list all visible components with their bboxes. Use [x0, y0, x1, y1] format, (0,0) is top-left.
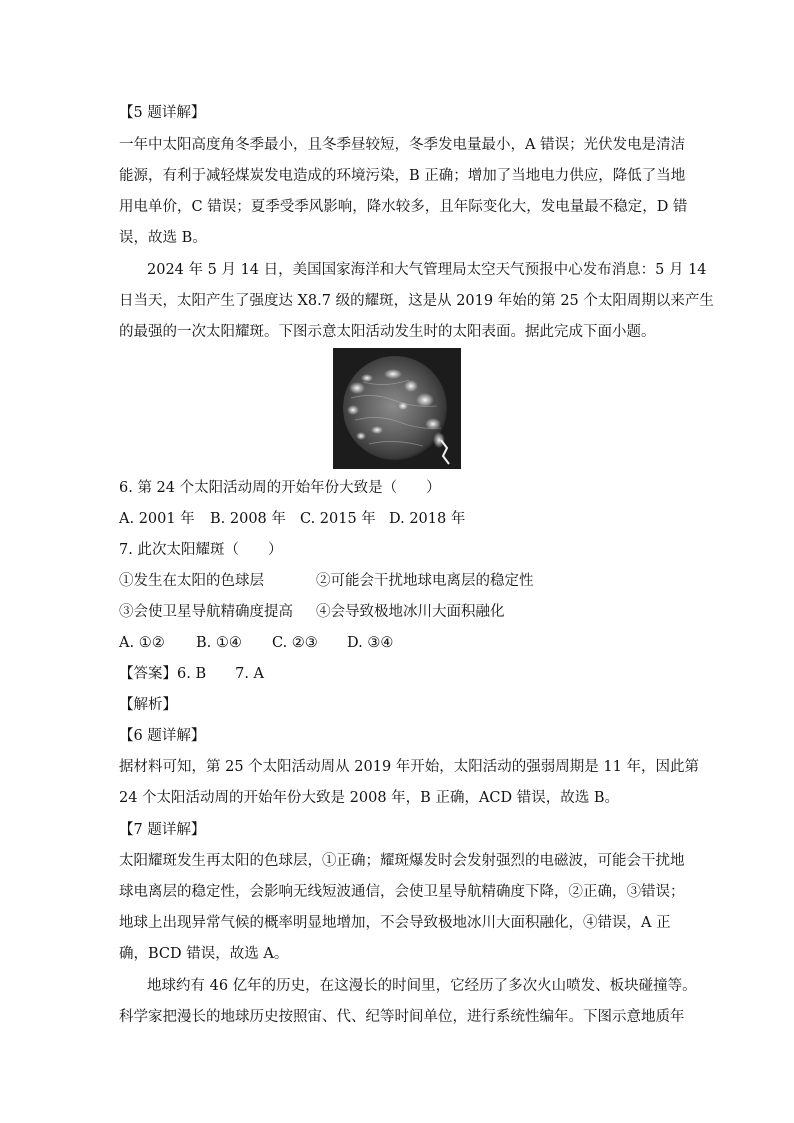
- sun-surface-image: [333, 348, 461, 469]
- body-line: 地球约有 46 亿年的历史，在这漫长的时间里，它经历了多次火山喷发、板块碰撞等。: [147, 978, 697, 994]
- body-line: 日当天，太阳产生了强度达 X8.7 级的耀斑，这是从 2019 年始的第 25 个太阳周期以来产生: [119, 293, 714, 309]
- body-line: 确，BCD 错误，故选 A。: [119, 946, 289, 962]
- analysis-heading: 【解析】: [119, 697, 177, 713]
- q6-option-b[interactable]: B. 2008 年: [210, 511, 286, 527]
- body-line: 科学家把漫长的地球历史按照宙、代、纪等时间单位，进行系统性编年。下图示意地质年: [119, 1009, 685, 1025]
- body-line: 2024 年 5 月 14 日，美国国家海洋和大气管理局太空天气预报中心发布消息：5 月 14: [147, 262, 707, 278]
- q7-statement-3: ③会使卫星导航精确度提高: [119, 604, 293, 620]
- body-line: 的最强的一次太阳耀斑。下图示意太阳活动发生时的太阳表面。据此完成下面小题。: [119, 324, 656, 340]
- body-line: 球电离层的稳定性，会影响无线短波通信，会使卫星导航精确度下降，②正确，③错误；: [119, 884, 685, 900]
- question-7-stem: 7. 此次太阳耀斑（ ）: [119, 542, 283, 558]
- q7-statement-1: ①发生在太阳的色球层: [119, 573, 264, 589]
- sun-surface-figure: [333, 348, 461, 469]
- section-heading-6: 【6 题详解】: [119, 728, 206, 744]
- body-line: 一年中太阳高度角冬季最小，且冬季昼较短，冬季发电量最小，A 错误；光伏发电是清洁: [119, 137, 686, 153]
- body-line: 地球上出现异常气候的概率明显地增加，不会导致极地冰川大面积融化，④错误，A 正: [119, 915, 671, 931]
- q7-statement-2: ②可能会干扰地球电离层的稳定性: [316, 573, 534, 589]
- q6-option-a[interactable]: A. 2001 年: [119, 511, 195, 527]
- body-line: 据材料可知，第 25 个太阳活动周从 2019 年开始，太阳活动的强弱周期是 11 年，因此第: [119, 759, 699, 775]
- q7-option-d[interactable]: D. ③④: [347, 635, 394, 651]
- q6-option-d[interactable]: D. 2018 年: [389, 511, 466, 527]
- section-heading-7: 【7 题详解】: [119, 822, 206, 838]
- body-line: 用电单价，C 错误；夏季受季风影响，降水较多，且年际变化大，发电量最不稳定，D 错: [119, 199, 688, 215]
- q7-statement-4: ④会导致极地冰川大面积融化: [316, 604, 505, 620]
- section-heading-5: 【5 题详解】: [119, 105, 206, 121]
- body-line: 24 个太阳活动周的开始年份大致是 2008 年，B 正确，ACD 错误，故选 B。: [119, 790, 620, 806]
- q7-option-c[interactable]: C. ②③: [272, 635, 318, 651]
- body-line: 太阳耀斑发生再太阳的色球层，①正确；耀斑爆发时会发射强烈的电磁波，可能会干扰地: [119, 853, 685, 869]
- q7-option-b[interactable]: B. ①④: [196, 635, 242, 651]
- body-line: 误，故选 B。: [119, 230, 207, 246]
- q6-option-c[interactable]: C. 2015 年: [300, 511, 376, 527]
- question-6-stem: 6. 第 24 个太阳活动周的开始年份大致是（ ）: [119, 480, 441, 496]
- q7-option-a[interactable]: A. ①②: [119, 635, 165, 651]
- answer-line: 【答案】6. B 7. A: [119, 666, 265, 682]
- body-line: 能源，有利于减轻煤炭发电造成的环境污染，B 正确；增加了当地电力供应，降低了当地: [119, 168, 686, 184]
